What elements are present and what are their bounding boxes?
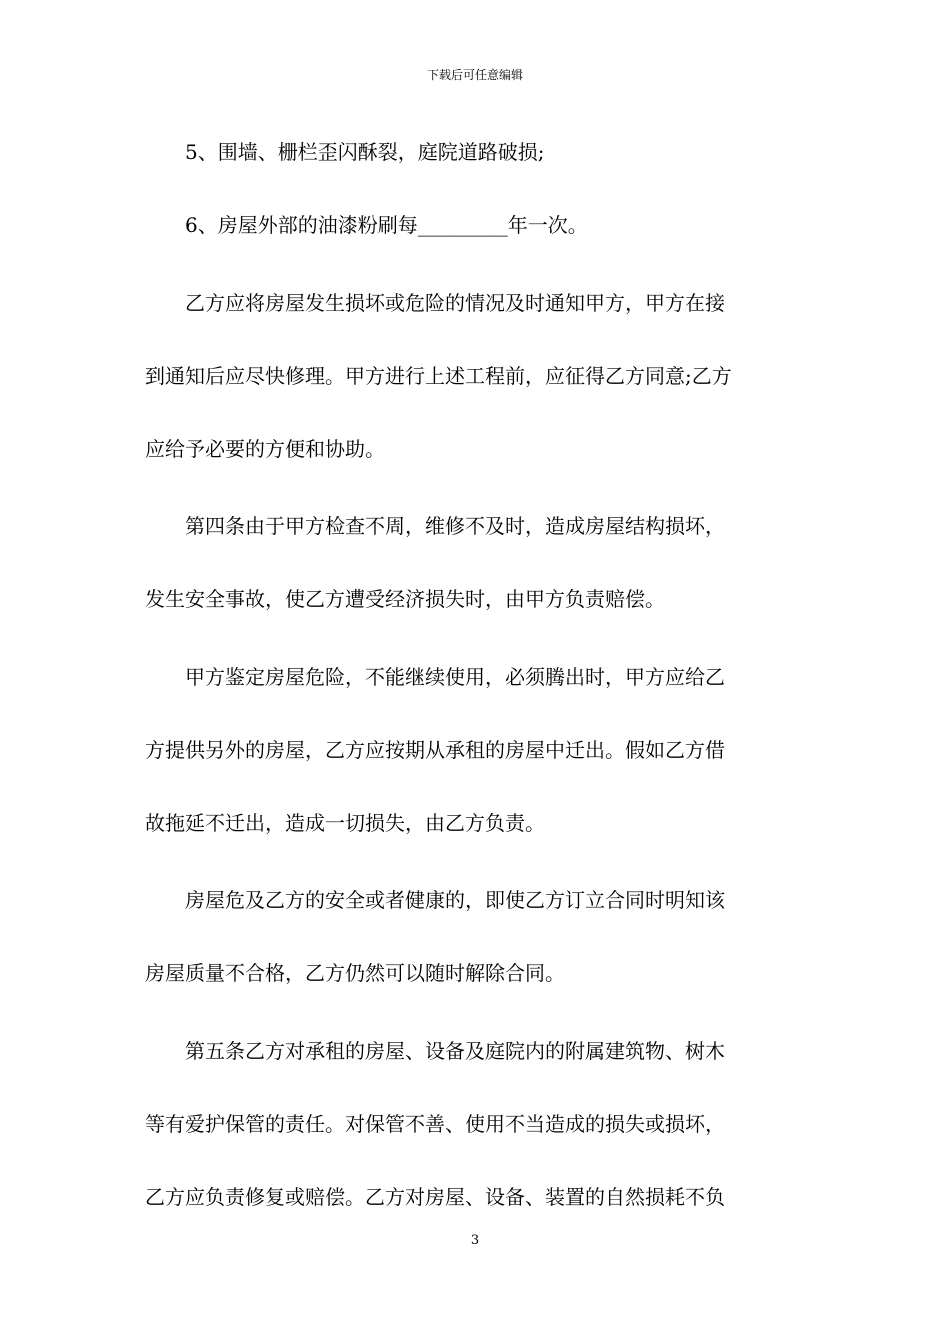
page-header-note: 下载后可任意编辑 <box>426 68 523 82</box>
body-line: 到通知后应尽快修理。甲方进行上述工程前，应征得乙方同意;乙方 <box>145 364 732 388</box>
body-line: 甲方鉴定房屋危险，不能继续使用，必须腾出时，甲方应给乙 <box>145 665 725 689</box>
page-number: 3 <box>470 1233 480 1248</box>
body-line: 第五条乙方对承租的房屋、设备及庭院内的附属建筑物、树木 <box>145 1039 725 1063</box>
body-line: 第四条由于甲方检查不周，维修不及时，造成房屋结构损坏， <box>145 514 725 538</box>
body-line: 乙方应将房屋发生损坏或危险的情况及时通知甲方，甲方在接 <box>145 291 725 315</box>
body-line: 等有爱护保管的责任。对保管不善、使用不当造成的损失或损坏， <box>145 1112 725 1136</box>
body-line: 6、房屋外部的油漆粉刷每_________年一次。 <box>145 213 588 237</box>
body-line: 5、围墙、栅栏歪闪酥裂，庭院道路破损; <box>145 140 545 164</box>
body-line: 乙方应负责修复或赔偿。乙方对房屋、设备、装置的自然损耗不负 <box>145 1185 725 1209</box>
body-line: 故拖延不迁出，造成一切损失，由乙方负责。 <box>145 811 545 835</box>
body-line: 房屋危及乙方的安全或者健康的，即使乙方订立合同时明知该 <box>145 888 725 912</box>
body-line: 房屋质量不合格，乙方仍然可以随时解除合同。 <box>145 961 565 985</box>
body-line: 应给予必要的方便和协助。 <box>145 437 385 461</box>
body-line: 发生安全事故，使乙方遭受经济损失时，由甲方负责赔偿。 <box>145 587 665 611</box>
body-line: 方提供另外的房屋，乙方应按期从承租的房屋中迁出。假如乙方借 <box>145 738 725 762</box>
